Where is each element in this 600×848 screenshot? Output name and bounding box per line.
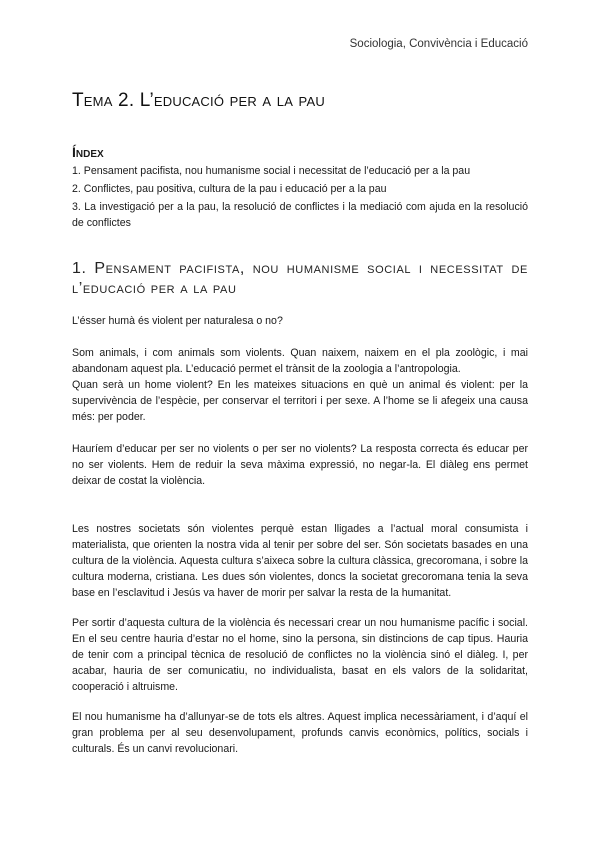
- index-item: 3. La investigació per a la pau, la resolució de conflictes i la mediació com ajuda en la resolució de conflictes: [72, 201, 528, 229]
- paragraph: Per sortir d’aquesta cultura de la violència és necessari crear un nou humanisme pacífic i social. En el seu centre hauria d’estar no el home, sino la persona, sin distincions de cap tipus. Hauria de tenir com a principal tècnica de resolució de conflictes no la violència sinó el diàleg. I, per acabar, hauria de ser comunicatiu, no individualista, basat en els valors de la solidaritat, cooperació i altruisme.: [72, 617, 528, 693]
- paragraph: Quan serà un home violent? En les mateixes situacions en què un animal és violent: per la supervivència de l’espècie, per conservar el territori i per sexe. A l’home se li afegeix una causa més: per poder.: [72, 379, 528, 423]
- section-body: [72, 313, 528, 757]
- document-title: Tema 2. L’educació per a la pau: [72, 90, 325, 111]
- paragraph: L’ésser humà és violent per naturalesa o no?: [72, 315, 283, 327]
- index-item: 1. Pensament pacifista, nou humanisme social i necessitat de l’educació per a la pau: [72, 165, 471, 177]
- section-heading: 1. Pensament pacifista, nou humanisme social i necessitat de l’educació per a la pau: [72, 260, 528, 297]
- index-list: [72, 163, 528, 233]
- paragraph: Hauríem d’educar per ser no violents o per ser no violents? La resposta correcta és educar per no ser violents. Hem de reduir la seva màxima expressió, no negar-la. El diàleg ens permet deixar de costat la violència.: [72, 443, 528, 487]
- index-item: 2. Conflictes, pau positiva, cultura de la pau i educació per a la pau: [72, 183, 387, 195]
- paragraph: Les nostres societats són violentes perquè estan lligades a l’actual moral consumista i materialista, que orienten la nostra vida al tenir per sobre del ser. Són societats basades en una cultura de la violència. Aquesta cultura s’aixeca sobre la cultura clàssica, grecoromana, i sobre la cultura moderna, cristiana. Les dues són violentes, doncs la societat grecoromana tenia la seva base en l’esclavitud i Jesús va haver de morir per salvar la resta de la humanitat.: [72, 523, 528, 599]
- paragraph: Som animals, i com animals som violents. Quan naixem, naixem en el pla zoològic, i mai abandonam aquest pla. L’educació permet el trànsit de la zoologia a l’antropologia.: [72, 347, 528, 375]
- running-header: Sociologia, Convivència i Educació: [349, 38, 528, 50]
- paragraph: El nou humanisme ha d’allunyar-se de tots els altres. Aquest implica necessàriament, i d’aquí el gran problema per al seu desenvolupament, profunds canvis econòmics, polítics, socials i culturals. És un canvi revolucionari.: [72, 711, 528, 755]
- index-heading: Índex: [72, 144, 104, 160]
